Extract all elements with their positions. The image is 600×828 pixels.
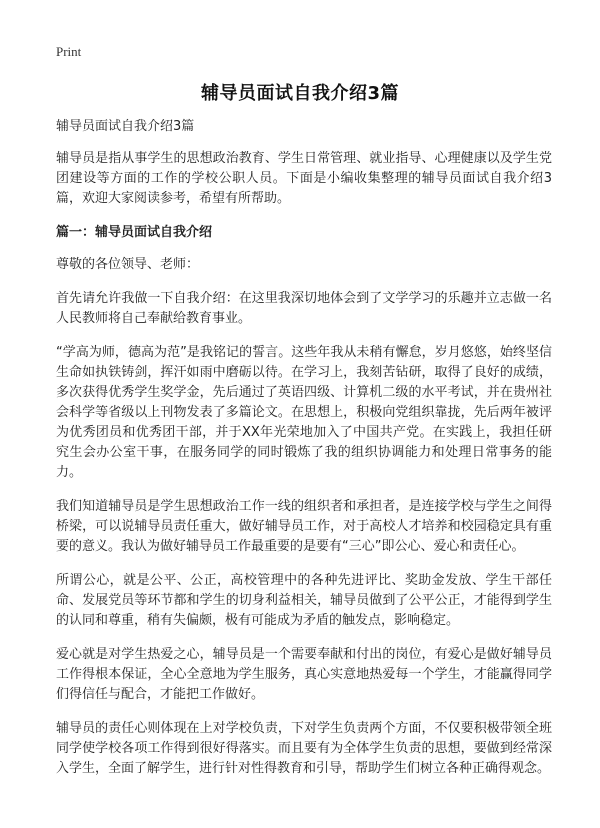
document-subtitle: 辅导员面试自我介绍3篇 xyxy=(56,119,195,134)
salutation-paragraph: 尊敬的各位领导、老师： xyxy=(56,257,200,272)
print-link[interactable]: Print xyxy=(56,44,82,59)
body-paragraph: “学高为师，德高为范”是我铭记的誓言。这些年我从未稍有懈怠，岁月悠悠，始终坚信生命如执铁铸剑，挥汗如雨中磨砺以待。在学习上，我刻苦钻研，取得了良好的成绩，多次获得优秀学生奖学金，先后通过了英语四级、计算机二级的水平考试，并在贵州社会科学等省级以上刊物发表了多篇论文。在思想上，积极向党组织靠拢，先后两年被评为优秀团员和优秀团干部，并于XX年光荣地加入了中国共产党。在实践上，我担任研究生会办公室干事，在服务同学的同时锻炼了我的组织协调能力和处理日常事务的能力。 xyxy=(56,345,552,480)
body-paragraph: 首先请允许我做一下自我介绍：在这里我深切地体会到了文学学习的乐趣并立志做一名人民教师将自己奉献给教育事业。 xyxy=(56,291,552,326)
body-paragraph: 所谓公心，就是公平、公正，高校管理中的各种先进评比、奖助金发放、学生干部任命、发展党员等环节都和学生的切身利益相关，辅导员做到了公平公正，才能得到学生的认同和尊重，稍有失偏颇，极有可能成为矛盾的触发点，影响稳定。 xyxy=(56,573,552,628)
body-paragraph: 辅导员的责任心则体现在上对学校负责，下对学生负责两个方面，不仅要积极带领全班同学使学校各项工作得到很好得落实。而且要有为全体学生负责的思想，要做到经常深入学生，全面了解学生，进行针对性得教育和引导，帮助学生们树立各种正确得观念。 xyxy=(56,721,552,776)
document-body xyxy=(56,117,552,793)
intro-paragraph: 辅导员是指从事学生的思想政治教育、学生日常管理、就业指导、心理健康以及学生党团建设等方面的工作的学校公职人员。下面是小编收集整理的辅导员面试自我介绍3篇，欢迎大家阅读参考，希望有所帮助。 xyxy=(56,151,552,206)
section-heading: 篇一：辅导员面试自我介绍 xyxy=(56,225,213,240)
body-paragraph: 爱心就是对学生热爱之心，辅导员是一个需要奉献和付出的岗位，有爱心是做好辅导员工作得根本保证，全心全意地为学生服务，真心实意地热爱每一个学生，才能赢得同学们得信任与配合，才能把工作做好。 xyxy=(56,647,552,702)
body-paragraph: 我们知道辅导员是学生思想政治工作一线的组织者和承担者，是连接学校与学生之间得桥梁，可以说辅导员责任重大，做好辅导员工作，对于高校人才培养和校园稳定具有重要的意义。我认为做好辅导员工作最重要的是要有“三心”即公心、爱心和责任心。 xyxy=(56,499,552,554)
page-title: 辅导员面试自我介绍3篇 xyxy=(200,83,400,104)
